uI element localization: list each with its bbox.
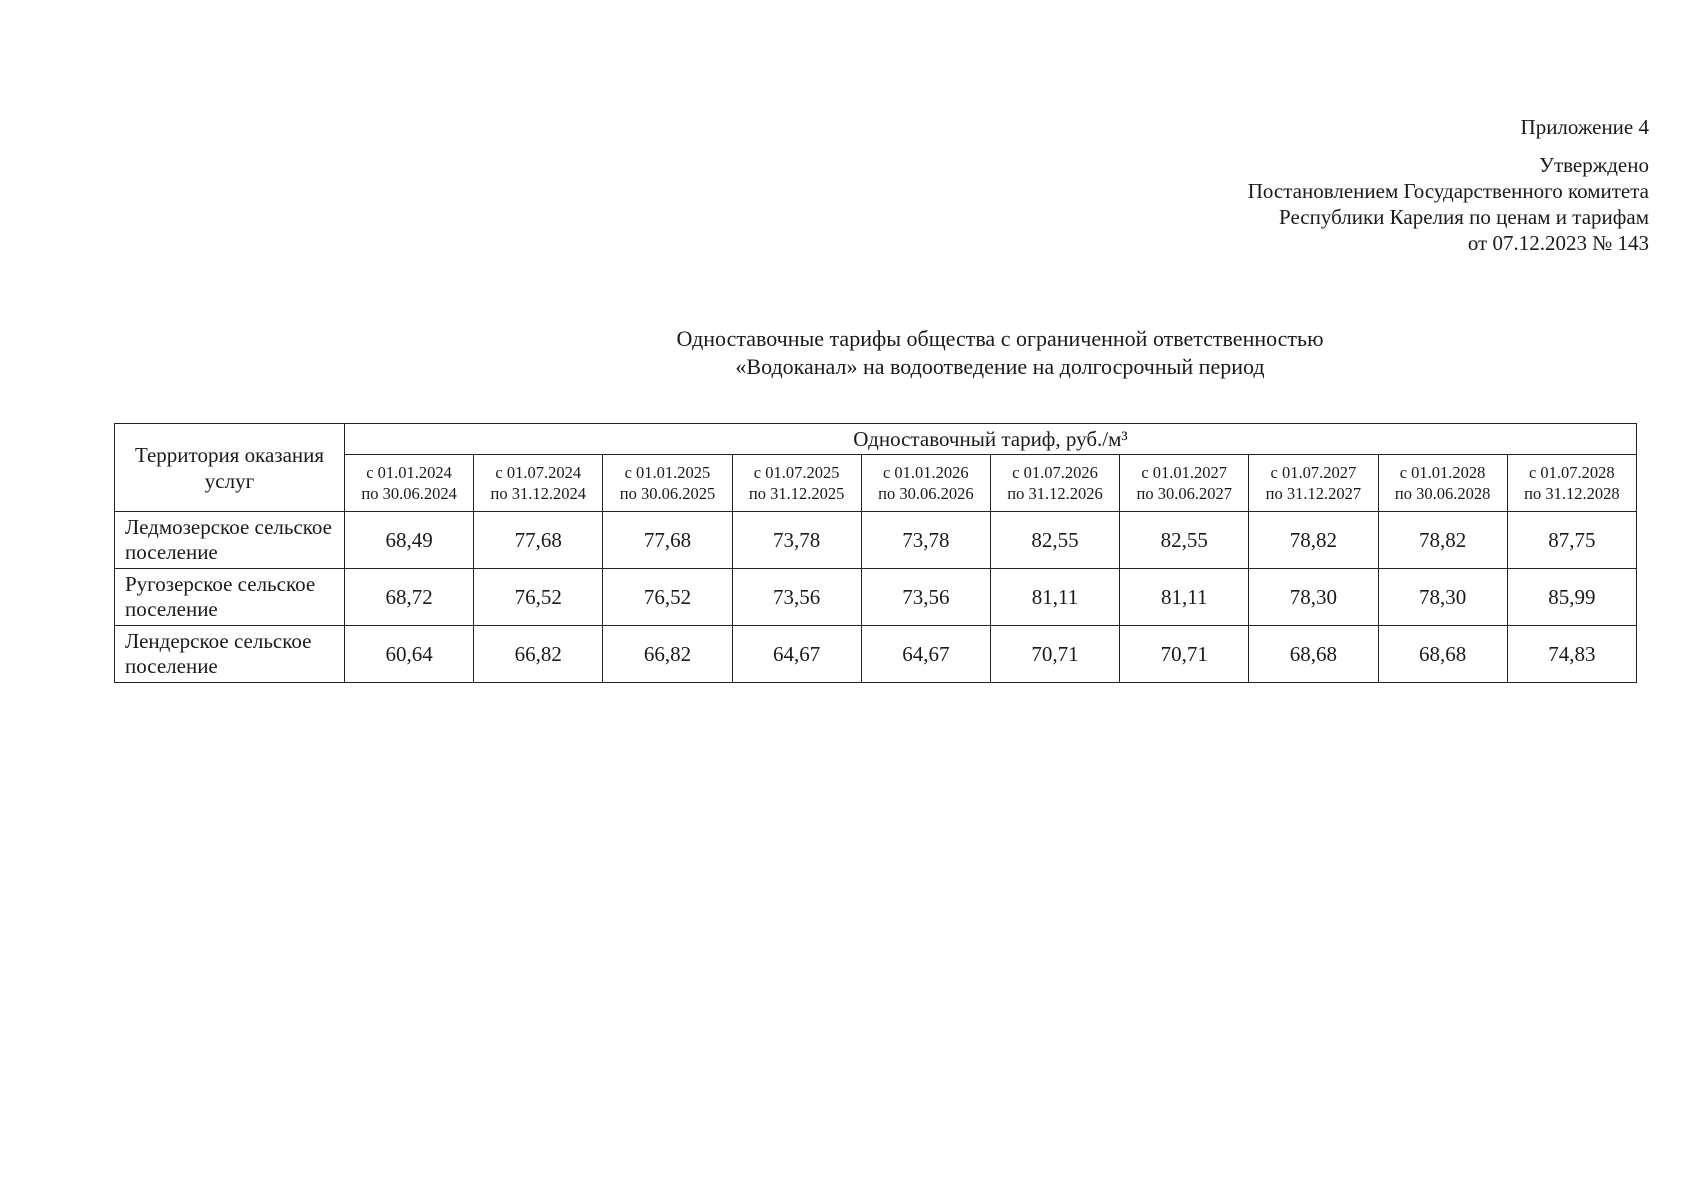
period-header — [1378, 455, 1507, 512]
tariff-value-cell: 76,52 — [474, 569, 603, 626]
tariff-value-cell: 60,64 — [345, 626, 474, 683]
tariff-value-cell: 68,72 — [345, 569, 474, 626]
approval-line-2: Постановлением Государственного комитета — [1247, 179, 1649, 203]
table-header-row — [115, 424, 1637, 455]
tariff-value-cell: 64,67 — [732, 626, 861, 683]
approval-line-4: от 07.12.2023 № 143 — [1467, 231, 1649, 255]
tariff-value-cell: 78,30 — [1378, 569, 1507, 626]
period-header — [732, 455, 861, 512]
table-row — [115, 626, 1637, 683]
tariff-value-cell: 73,56 — [732, 569, 861, 626]
period-from: с 01.01.2028 — [1399, 463, 1486, 482]
document-title-line-1: Одноставочные тарифы общества с ограниченной ответственностью — [676, 326, 1324, 351]
approval-line-1: Утверждено — [1539, 153, 1649, 177]
period-header — [1507, 455, 1636, 512]
tariff-value-cell: 76,52 — [603, 569, 732, 626]
tariff-value-cell: 73,56 — [861, 569, 990, 626]
tariff-value-cell: 85,99 — [1507, 569, 1636, 626]
period-from: с 01.07.2026 — [1012, 463, 1098, 482]
territory-cell: Лендерское сельское поселение — [115, 626, 345, 683]
tariff-value-cell: 70,71 — [1120, 626, 1249, 683]
appendix-label: Приложение 4 — [1520, 115, 1649, 139]
period-header — [861, 455, 990, 512]
period-header — [1249, 455, 1378, 512]
period-to: по 30.06.2026 — [878, 484, 974, 503]
period-from: с 01.01.2025 — [624, 463, 711, 482]
tariff-value-cell: 77,68 — [474, 512, 603, 569]
document-title-line-2: «Водоканал» на водоотведение на долгосрочный период — [735, 354, 1265, 379]
tariff-value-cell: 74,83 — [1507, 626, 1636, 683]
tariff-value-cell: 78,82 — [1378, 512, 1507, 569]
tariff-value-cell: 73,78 — [732, 512, 861, 569]
period-from: с 01.01.2027 — [1141, 463, 1228, 482]
period-to: по 31.12.2025 — [748, 484, 845, 503]
approval-line-3: Республики Карелия по ценам и тарифам — [1279, 205, 1649, 229]
period-header — [474, 455, 603, 512]
period-header — [603, 455, 732, 512]
period-to: по 30.06.2024 — [361, 484, 457, 503]
tariff-value-cell: 82,55 — [990, 512, 1119, 569]
territory-column-header: Территория оказания услуг — [115, 424, 345, 512]
period-to: по 31.12.2026 — [1007, 484, 1103, 503]
period-header — [345, 455, 474, 512]
tariff-value-cell: 68,68 — [1378, 626, 1507, 683]
period-to: по 31.12.2024 — [490, 484, 587, 503]
period-from: с 01.07.2028 — [1528, 463, 1615, 482]
territory-cell: Ледмозерское сельское поселение — [115, 512, 345, 569]
period-header — [1120, 455, 1249, 512]
tariff-value-cell: 87,75 — [1507, 512, 1636, 569]
period-to: по 30.06.2025 — [619, 484, 716, 503]
period-header — [990, 455, 1119, 512]
period-from: с 01.07.2024 — [495, 463, 582, 482]
territory-cell: Ругозерское сельское поселение — [115, 569, 345, 626]
tariff-table — [114, 423, 1637, 683]
approval-block — [1248, 152, 1649, 256]
tariff-value-cell: 77,68 — [603, 512, 732, 569]
period-from: с 01.07.2027 — [1270, 463, 1357, 482]
tariff-value-cell: 81,11 — [990, 569, 1119, 626]
table-row — [115, 512, 1637, 569]
period-to: по 30.06.2028 — [1394, 484, 1491, 503]
tariff-value-cell: 81,11 — [1120, 569, 1249, 626]
table-body — [115, 512, 1637, 683]
period-from: с 01.07.2025 — [753, 463, 840, 482]
document-title — [560, 325, 1440, 381]
tariff-value-cell: 66,82 — [603, 626, 732, 683]
tariff-value-cell: 70,71 — [990, 626, 1119, 683]
tariff-value-cell: 73,78 — [861, 512, 990, 569]
tariff-value-cell: 82,55 — [1120, 512, 1249, 569]
tariff-value-cell: 66,82 — [474, 626, 603, 683]
period-to: по 31.12.2027 — [1265, 484, 1362, 503]
period-to: по 31.12.2028 — [1524, 484, 1620, 503]
tariff-value-cell: 68,68 — [1249, 626, 1378, 683]
tariff-group-header: Одноставочный тариф, руб./м³ — [345, 424, 1637, 455]
table-row — [115, 569, 1637, 626]
period-to: по 30.06.2027 — [1136, 484, 1232, 503]
period-from: с 01.01.2024 — [366, 463, 452, 482]
period-from: с 01.01.2026 — [882, 463, 969, 482]
tariff-value-cell: 78,30 — [1249, 569, 1378, 626]
tariff-value-cell: 68,49 — [345, 512, 474, 569]
tariff-value-cell: 78,82 — [1249, 512, 1378, 569]
tariff-value-cell: 64,67 — [861, 626, 990, 683]
